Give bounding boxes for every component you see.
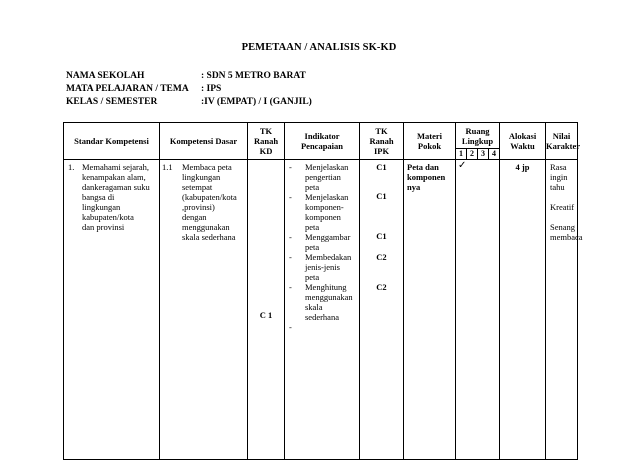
meta-row-subject [66, 83, 312, 96]
kd-number: 1.1 [162, 162, 173, 172]
meta-label: KELAS / SEMESTER [66, 97, 158, 107]
indikator-text: Menghitung menggunakan skala sederhana [305, 282, 353, 322]
page-title: PEMETAAN / ANALISIS SK-KD [241, 42, 397, 53]
cell-standar-kompetensi [64, 160, 160, 460]
ipk-value: C2 [376, 252, 387, 262]
indikator-item [289, 322, 357, 332]
indikator-dash: - [289, 192, 292, 202]
meta-row-school [66, 70, 312, 83]
meta-label: MATA PELAJARAN / TEMA [66, 84, 189, 94]
header-ruang-2: 2 [467, 149, 478, 160]
ipk-value: C1 [376, 162, 387, 172]
indikator-dash: - [289, 232, 292, 242]
cell-alokasi-waktu: 4 jp [500, 160, 546, 460]
karakter-item: Senang membaca [550, 222, 583, 242]
check-icon: ✓ [458, 160, 467, 171]
cell-indikator [285, 160, 360, 460]
table-row [64, 160, 578, 460]
cell-ranah-ipk [360, 160, 404, 460]
ipk-value: C2 [376, 282, 387, 292]
indikator-item [289, 282, 357, 322]
header-ruang-3: 3 [478, 149, 489, 160]
header-indikator: Indikator Pencapaian [285, 123, 360, 160]
cell-nilai-karakter [546, 160, 583, 460]
indikator-text [305, 322, 357, 332]
mapping-table [63, 122, 583, 460]
sk-number: 1. [68, 162, 75, 172]
header-kompetensi-dasar: Kompetensi Dasar [160, 123, 248, 160]
meta-row-class [66, 96, 312, 109]
cell-ruang-lingkup [456, 160, 500, 460]
cell-kompetensi-dasar [160, 160, 248, 460]
indikator-dash: - [289, 162, 292, 172]
cell-ranah-kd [248, 160, 285, 460]
meta-value: :IV (EMPAT) / I (GANJIL) [201, 97, 312, 107]
ipk-value: C1 [376, 191, 387, 201]
header-ruang-1: 1 [456, 149, 467, 160]
meta-value: : IPS [201, 84, 222, 94]
header-ruang-lingkup: Ruang Lingkup [456, 123, 500, 149]
indikator-text: Menjelaskan komponen- komponen peta [305, 192, 349, 232]
indikator-dash: - [289, 252, 292, 262]
indikator-item [289, 252, 357, 282]
cell-materi-pokok: Peta dan komponen nya [404, 160, 456, 460]
ranah-kd-value: C 1 [259, 309, 273, 320]
indikator-dash: - [289, 322, 292, 332]
meta-label: NAMA SEKOLAH [66, 71, 145, 81]
karakter-item: Kreatif [550, 202, 575, 212]
header-alokasi-waktu: Alokasi Waktu [500, 123, 546, 160]
header-ruang-4: 4 [489, 149, 500, 160]
header-tk-ranah-ipk: TK Ranah IPK [360, 123, 404, 160]
header-standar-kompetensi: Standar Kompetensi [64, 123, 160, 160]
ipk-value: C1 [376, 231, 387, 241]
header-materi-pokok: Materi Pokok [404, 123, 456, 160]
indikator-dash: - [289, 282, 292, 292]
indikator-text: Menggambar peta [305, 232, 351, 252]
indikator-text: Membedakan jenis-jenis peta [305, 252, 352, 282]
indikator-item [289, 162, 357, 192]
header-nilai-karakter: Nilai Karakter [546, 123, 578, 160]
indikator-item [289, 232, 357, 252]
header-tk-ranah-kd: TK Ranah KD [248, 123, 285, 160]
indikator-text: Menjelaskan pengertian peta [305, 162, 349, 192]
kd-text: Membaca peta lingkungan setempat (kabupaten/kota ,provinsi) dengan menggunakan skala sederhana [182, 162, 237, 242]
meta-value: : SDN 5 METRO BARAT [201, 71, 306, 81]
sk-text: Memahami sejarah, kenampakan alam, dankeragaman suku bangsa di lingkungan kabupaten/kota dan provinsi [82, 162, 150, 232]
karakter-item: Rasa ingin tahu [550, 162, 568, 192]
document-meta [66, 70, 312, 109]
indikator-item [289, 192, 357, 232]
